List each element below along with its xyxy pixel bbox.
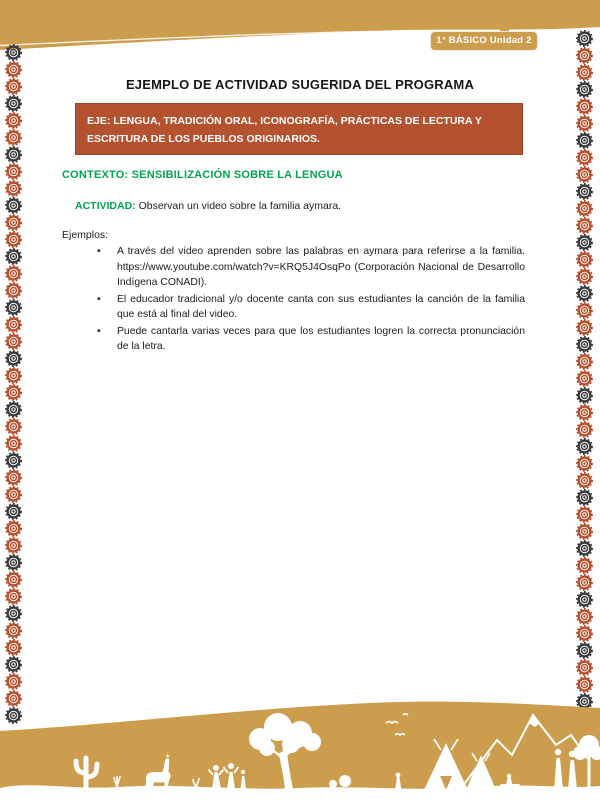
border-motif-icon — [576, 523, 593, 540]
border-motif-icon — [5, 469, 22, 486]
border-motif-icon — [576, 659, 593, 676]
example-bullet: • A través del video aprenden sobre las palabras en aymara para referirse a la familia. https://www.youtube.com/watch?v=KRQ5J4OsqPo (Corporación Nacional de Desarrollo Indígena CONADI). — [95, 244, 525, 291]
border-motif-icon — [576, 30, 593, 47]
border-motif-icon — [576, 285, 593, 302]
border-motif-icon — [576, 200, 593, 217]
border-motif-icon — [5, 146, 22, 163]
unit-badge: 1° BÁSICO Unidad 2 — [430, 31, 538, 51]
border-motif-icon — [576, 132, 593, 149]
border-motif-icon — [5, 95, 22, 112]
border-motif-icon — [5, 571, 22, 588]
border-motif-icon — [576, 64, 593, 81]
border-motif-icon — [576, 489, 593, 506]
border-motif-icon — [5, 265, 22, 282]
border-motif-icon — [5, 214, 22, 231]
border-motif-icon — [576, 302, 593, 319]
actividad-label: ACTIVIDAD: — [75, 200, 136, 212]
border-motif-icon — [576, 183, 593, 200]
border-motif-icon — [5, 520, 22, 537]
eje-label: EJE: LENGUA, TRADICIÓN ORAL, ICONOGRAFÍA, PRÁCTICAS DE LECTURA Y ESCRITURA DE LOS PUEBLOS ORIGINARIOS. — [87, 115, 482, 145]
border-motif-icon — [576, 149, 593, 166]
border-motif-icon — [576, 353, 593, 370]
border-motif-icon — [5, 588, 22, 605]
border-motif-icon — [5, 282, 22, 299]
border-motif-icon — [576, 608, 593, 625]
example-bullet-list — [95, 244, 525, 356]
border-motif-icon — [5, 537, 22, 554]
example-bullet: • Puede cantarla varias veces para que los estudiantes logren la correcta pronunciación de la letra. — [95, 324, 525, 355]
page-title: EJEMPLO DE ACTIVIDAD SUGERIDA DEL PROGRAMA — [125, 77, 475, 92]
border-motif-icon — [576, 540, 593, 557]
border-motif-icon — [576, 506, 593, 523]
border-motif-icon — [5, 656, 22, 673]
example-bullet: • El educador tradicional y/o docente canta con sus estudiantes la canción de la familia que está al final del video. — [95, 292, 525, 323]
border-motif-icon — [5, 452, 22, 469]
border-motif-icon — [5, 605, 22, 622]
border-motif-icon — [5, 401, 22, 418]
border-motif-icon — [576, 234, 593, 251]
border-motif-icon — [5, 503, 22, 520]
border-motif-icon — [576, 319, 593, 336]
border-motif-icon — [576, 251, 593, 268]
border-motif-icon — [5, 418, 22, 435]
border-motif-icon — [5, 61, 22, 78]
border-motif-icon — [576, 642, 593, 659]
border-motif-icon — [5, 622, 22, 639]
border-motif-icon — [5, 180, 22, 197]
border-motif-icon — [5, 486, 22, 503]
top-band-wave — [0, 0, 600, 60]
border-motif-icon — [5, 231, 22, 248]
border-motif-icon — [576, 676, 593, 693]
border-motif-icon — [5, 44, 22, 61]
border-motif-icon — [576, 557, 593, 574]
border-motif-icon — [5, 350, 22, 367]
border-motif-icon — [576, 438, 593, 455]
border-motif-icon — [576, 404, 593, 421]
bush-icon — [339, 775, 351, 787]
border-motif-icon — [5, 435, 22, 452]
border-motif-icon — [576, 625, 593, 642]
andean-landscape-illustration — [0, 695, 600, 800]
border-motif-icon — [576, 336, 593, 353]
border-motif-icon — [5, 367, 22, 384]
border-motif-icon — [576, 81, 593, 98]
border-motif-icon — [5, 248, 22, 265]
border-motif-icon — [576, 387, 593, 404]
border-motif-icon — [576, 166, 593, 183]
left-border-ornament — [5, 44, 22, 725]
border-motif-icon — [576, 47, 593, 64]
border-motif-icon — [5, 384, 22, 401]
right-border-ornament — [576, 30, 593, 711]
border-motif-icon — [576, 370, 593, 387]
border-motif-icon — [576, 472, 593, 489]
border-motif-icon — [5, 554, 22, 571]
border-motif-icon — [5, 639, 22, 656]
contexto-label: CONTEXTO: SENSIBILIZACIÓN SOBRE LA LENGUA — [62, 169, 343, 181]
border-motif-icon — [576, 98, 593, 115]
border-motif-icon — [5, 129, 22, 146]
ejemplos-heading: Ejemplos: — [62, 229, 109, 241]
bush-icon — [329, 780, 337, 788]
border-motif-icon — [576, 217, 593, 234]
border-motif-icon — [5, 112, 22, 129]
border-motif-icon — [576, 591, 593, 608]
actividad-line — [75, 200, 341, 212]
border-motif-icon — [576, 421, 593, 438]
eje-banner — [75, 103, 523, 155]
border-motif-icon — [576, 268, 593, 285]
border-motif-icon — [576, 574, 593, 591]
border-motif-icon — [5, 299, 22, 316]
actividad-text: Observan un video sobre la familia aymara. — [135, 200, 342, 212]
border-motif-icon — [5, 333, 22, 350]
border-motif-icon — [5, 316, 22, 333]
border-motif-icon — [5, 78, 22, 95]
border-motif-icon — [576, 455, 593, 472]
border-motif-icon — [576, 115, 593, 132]
border-motif-icon — [5, 163, 22, 180]
border-motif-icon — [5, 197, 22, 214]
border-motif-icon — [5, 673, 22, 690]
